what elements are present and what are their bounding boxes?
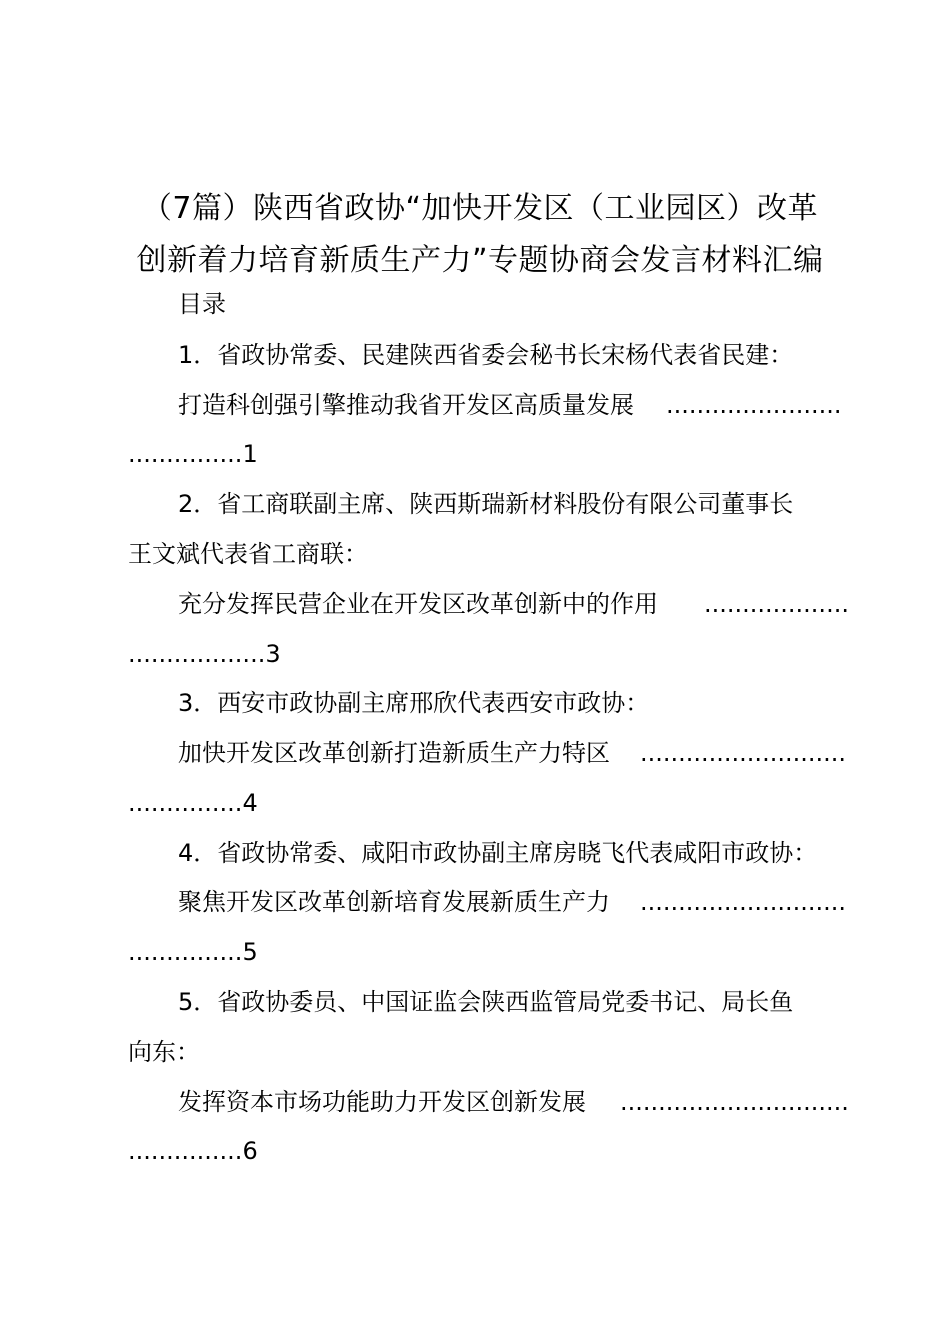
toc-entry-5-leader-cont: ............... — [128, 1137, 243, 1165]
toc-entry-3-leader-cont: ............... — [128, 789, 243, 817]
toc-entry-1-page-line — [128, 439, 258, 469]
toc-entry-5-page: 6 — [242, 1137, 258, 1165]
toc-entry-5-heading-line2: 向东： — [128, 1038, 200, 1066]
toc-entry-5-page-line — [128, 1136, 258, 1166]
document-title: （7篇）陕西省政协“加快开发区（工业园区）改革创新着力培育新质生产力”专题协商会发言材料汇编 — [136, 191, 824, 278]
toc-entry-4-page-line — [128, 937, 258, 967]
toc-entry-5-subtitle: 发挥资本市场功能助力开发区创新发展 — [178, 1088, 586, 1116]
toc-entry-4-leader: ........................... — [640, 888, 846, 916]
toc-entry-2-heading-line2: 王文斌代表省工商联： — [128, 540, 368, 568]
toc-entry-1-heading: 1．省政协常委、民建陕西省委会秘书长宋杨代表省民建： — [178, 341, 794, 369]
toc-entry-2-page: 3 — [265, 640, 281, 668]
toc-entry-3-subtitle: 加快开发区改革创新打造新质生产力特区 — [178, 739, 610, 767]
toc-entry-2-leader: ................... — [704, 590, 849, 618]
toc-entry-4-page: 5 — [242, 938, 258, 966]
toc-entry-3-heading: 3．西安市政协副主席邢欣代表西安市政协： — [178, 689, 650, 717]
toc-entry-1-subtitle: 打造科创强引擎推动我省开发区高质量发展 — [178, 391, 634, 419]
toc-entry-3-leader: ........................... — [640, 739, 846, 767]
toc-entry-5-leader: .............................. — [620, 1088, 849, 1116]
toc-entry-3-page-line — [128, 788, 258, 818]
toc-entry-2-heading-line1: 2．省工商联副主席、陕西斯瑞新材料股份有限公司董事长 — [178, 490, 794, 518]
toc-entry-1-page: 1 — [242, 440, 258, 468]
toc-entry-4-leader-cont: ............... — [128, 938, 243, 966]
toc-entry-1-leader-cont: ............... — [128, 440, 243, 468]
toc-entry-5-heading-line1: 5．省政协委员、中国证监会陕西监管局党委书记、局长鱼 — [178, 988, 794, 1016]
toc-entry-4-subtitle: 聚焦开发区改革创新培育发展新质生产力 — [178, 888, 610, 916]
toc-entry-2-subtitle: 充分发挥民营企业在开发区改革创新中的作用 — [178, 590, 658, 618]
toc-entry-2-page-line — [128, 639, 281, 669]
toc-entry-3-page: 4 — [242, 789, 258, 817]
toc-entry-1-leader: ....................... — [666, 391, 842, 419]
toc-entry-4-heading: 4．省政协常委、咸阳市政协副主席房晓飞代表咸阳市政协： — [178, 839, 818, 867]
toc-entry-2-leader-cont: .................. — [128, 640, 266, 668]
toc-heading: 目录 — [178, 290, 226, 318]
